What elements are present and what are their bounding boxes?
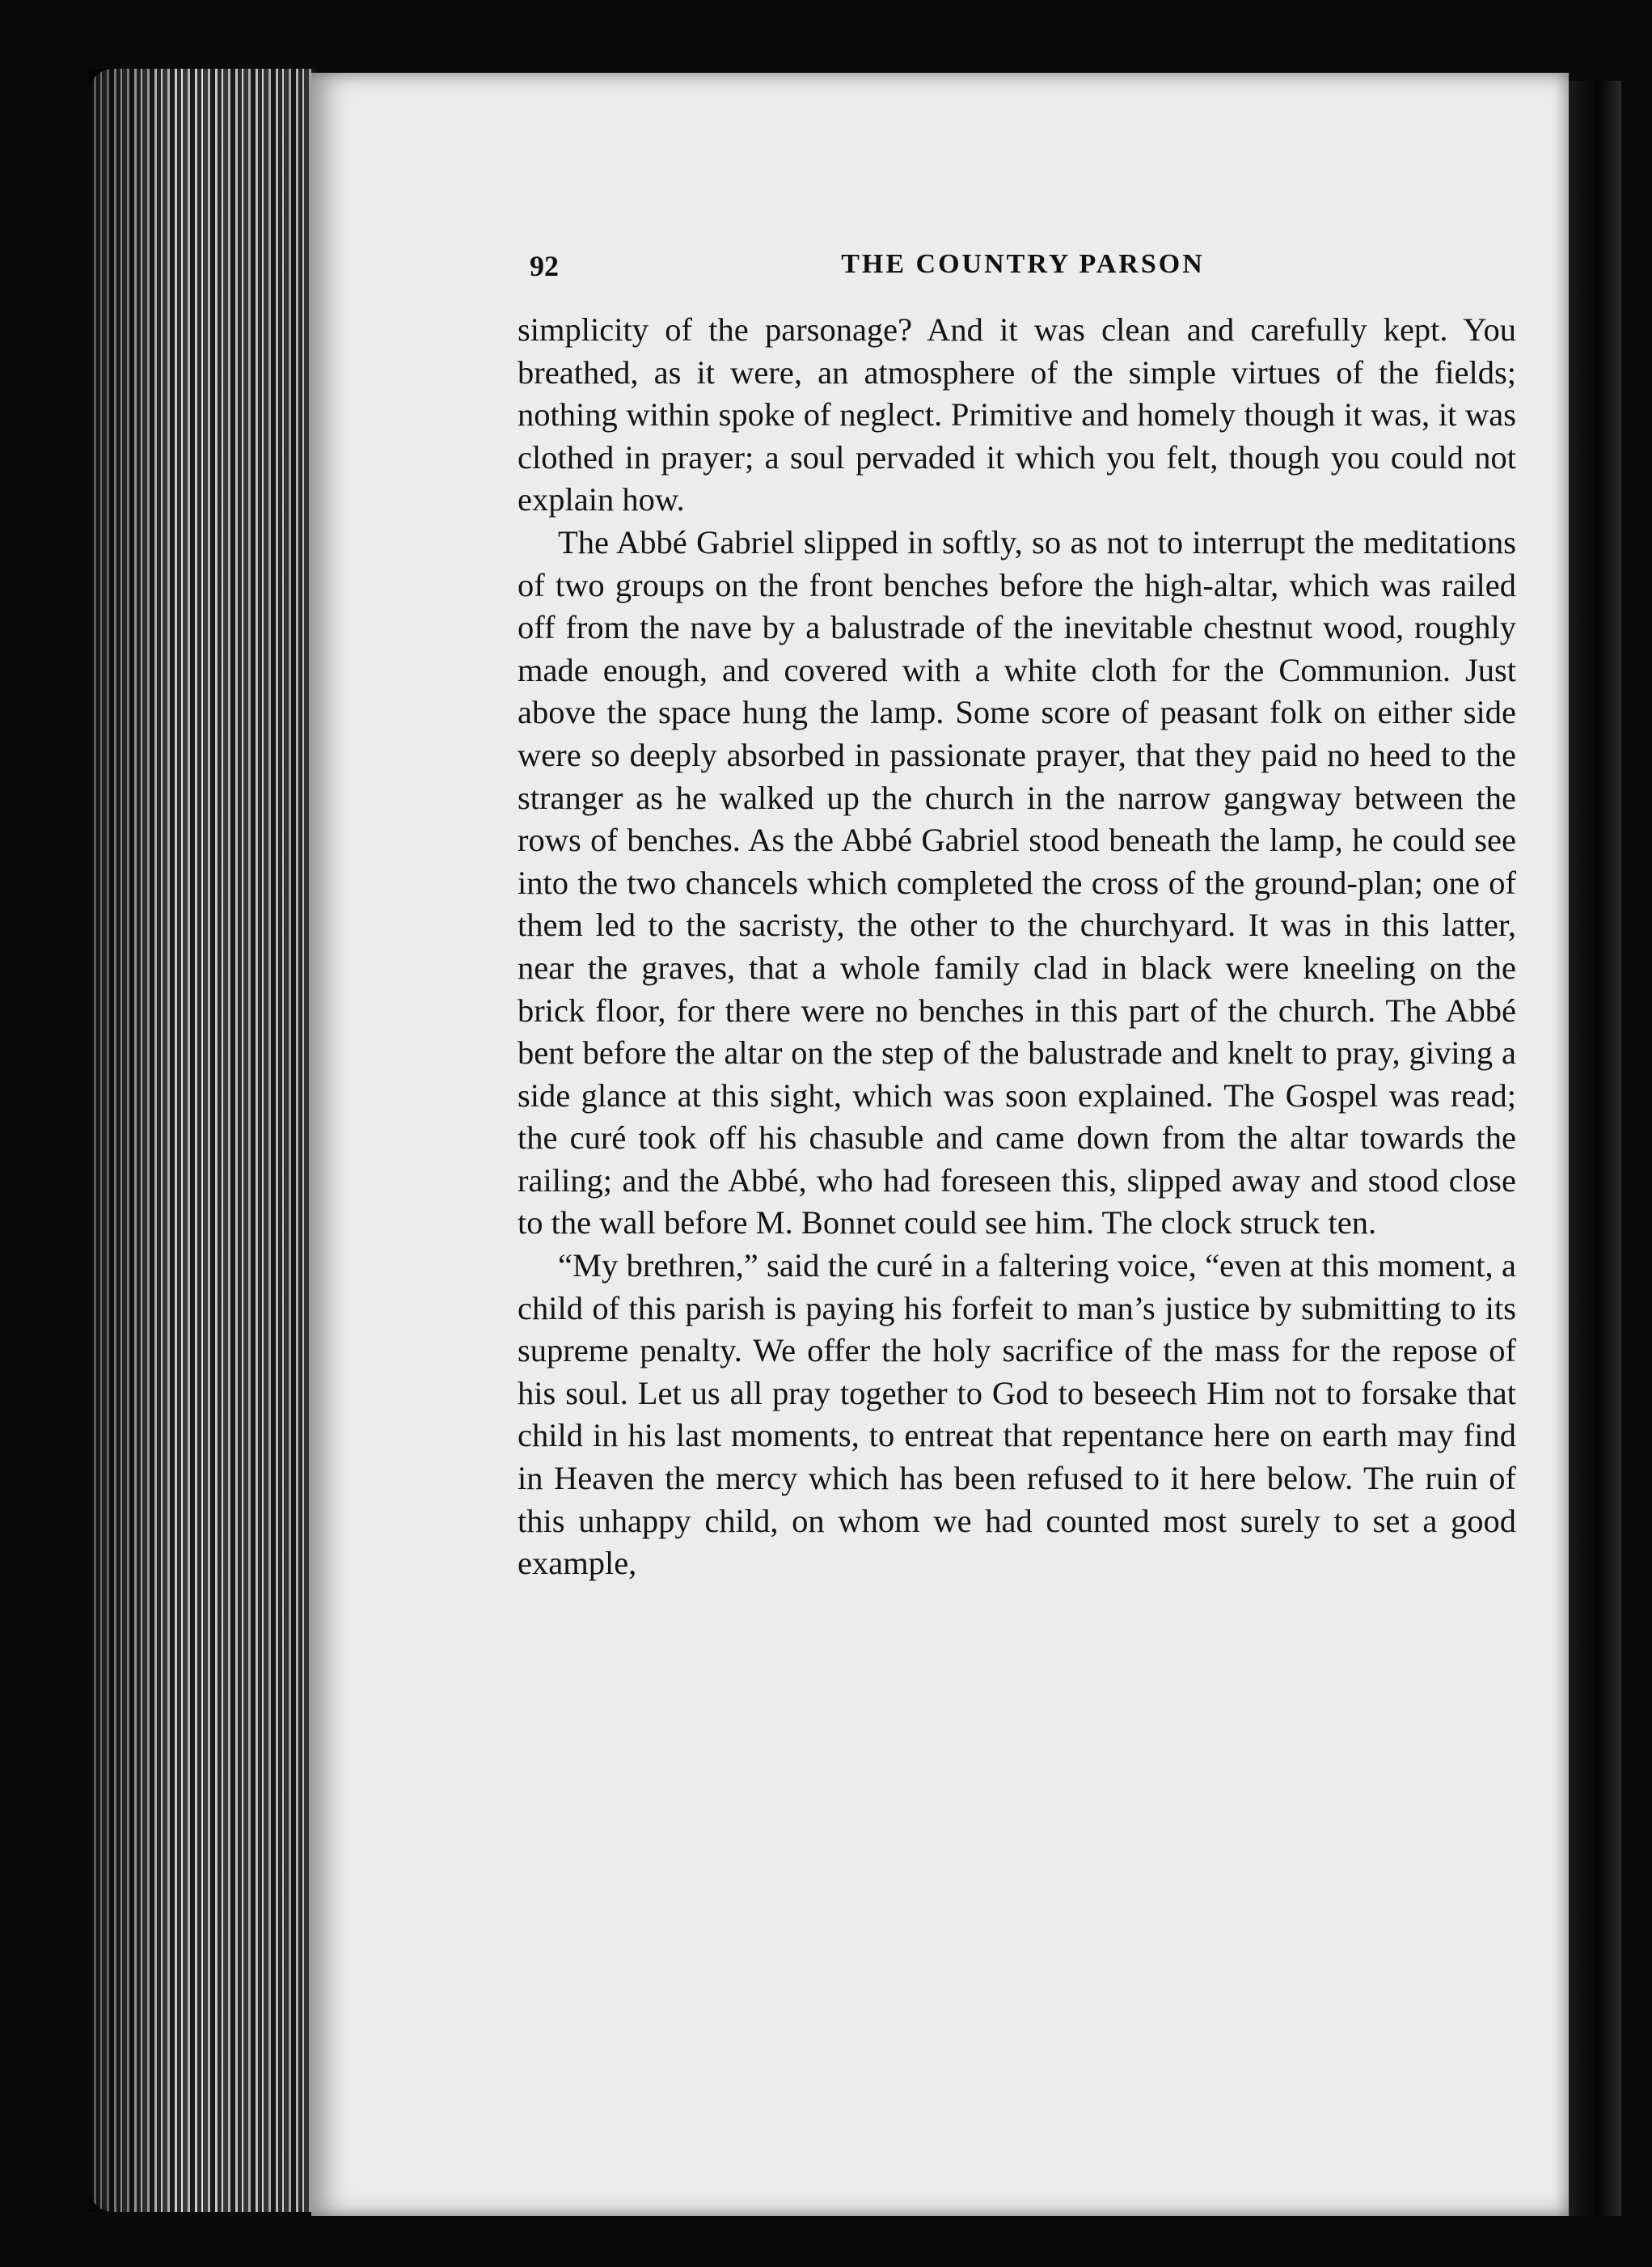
- running-head: THE COUNTRY PARSON: [841, 249, 1205, 279]
- paragraph: The Abbé Gabriel slipped in softly, so as not to interrupt the meditations of two groups on the front benches before the high-altar, which was railed off from the nave by a balustrade of the inevitable chestnut wood, roughly made enough, and covered with a white cloth for the Communion. Just above the space hung the lamp. Some score of peasant folk on either side were so deeply absorbed in passionate prayer, that they paid no heed to the stranger as he walked up the church in the narrow gangway between the rows of benches. As the Abbé Gabriel stood beneath the lamp, he could see into the two chancels which completed the cross of the ground-plan; one of them led to the sacristy, the other to the churchyard. It was in this latter, near the graves, that a whole family clad in black were kneeling on the brick floor, for there were no benches in this part of the church. The Abbé bent before the altar on the step of the balustrade and knelt to pray, giving a side glance at this sight, which was soon explained. The Gospel was read; the curé took off his chasuble and came down from the altar towards the railing; and the Abbé, who had foreseen this, slipped away and stood close to the wall before M. Bonnet could see him. The clock struck ten.: [518, 523, 1516, 1241]
- page-number: 92: [530, 250, 559, 282]
- book-cover-edge: [1565, 81, 1621, 2216]
- paragraph: “My brethren,” said the curé in a faltering voice, “even at this moment, a child of this parish is paying his forfeit to man’s justice by submitting to its supreme penalty. We offer the holy sacrifice of the mass for the repose of his soul. Let us all pray together to God to beseech Him not to forsake that child in his last moments, to entreat that repentance here on earth may find in Heaven the mercy which has been refused to it here below. The ruin of this unhappy child, on whom we had counted most surely to set a good example,: [518, 1247, 1516, 1582]
- page-header: [530, 249, 1516, 290]
- body-text: [518, 309, 1516, 1585]
- book-page-edges: [89, 69, 315, 2212]
- book-page: [311, 73, 1569, 2216]
- paragraph-continuation: simplicity of the parsonage? And it was clean and carefully kept. You breathed, as it were, an atmosphere of the simple virtues of the fields; nothing within spoke of neglect. Primitive and homely though it was, it was clothed in prayer; a soul pervaded it which you felt, though you could not explain how.: [518, 311, 1516, 518]
